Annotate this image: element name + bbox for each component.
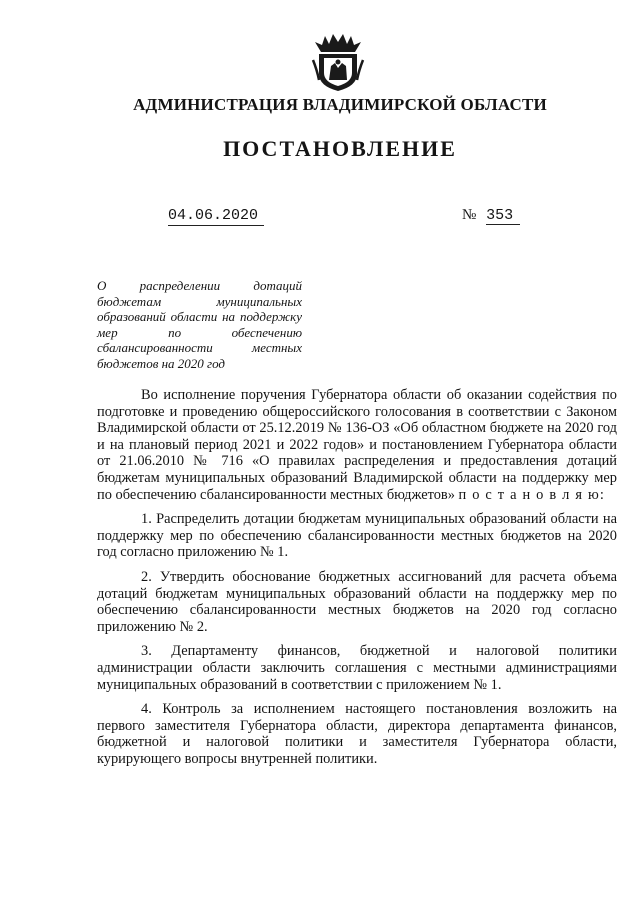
preamble-text: Во исполнение поручения Губернатора области об оказании содействия по подготовке и проведению общероссийского голосования в соответствии с Законом Владимирской области от 25.12.2019 № 136-ОЗ «Об областном бюджете на 2020 год и на плановый период 2021 и 2022 годов» и постановлением Губернатора области от 21.06.2010 № 716 «О правилах распределения и предоставления дотаций бюджетам муниципальных образований Владимирской области на поддержку мер по обеспечению сбалансированности местных бюджетов» [97, 387, 617, 503]
organization-title: АДМИНИСТРАЦИЯ ВЛАДИМИРСКОЙ ОБЛАСТИ [133, 95, 547, 114]
preamble-paragraph [97, 387, 617, 503]
resolution-item-2: 2. Утвердить обоснование бюджетных ассигнований для расчета объема дотаций бюджетам муниципальных образований области на поддержку мер по обеспечению сбалансированности местных бюджетов на 2020 год согласно приложению № 2. [97, 568, 617, 635]
document-subject: О распределении дотаций бюджетам муниципальных образований области на поддержку мер по обеспечению сбалансированности местных бюджетов на 2020 год [97, 278, 302, 371]
resolve-word: п о с т а н о в л я ю: [458, 486, 606, 503]
document-number [462, 207, 520, 225]
resolution-item-4: 4. Контроль за исполнением настоящего постановления возложить на первого заместителя Губернатора области, директора департамента финансов, бюджетной и налоговой политики и заместителя Губернатора области, курирующего вопросы внутренней политики. [97, 701, 617, 767]
document-date: 04.06.2020 [168, 207, 264, 226]
document-body [97, 387, 617, 775]
resolution-item-1: 1. Распределить дотации бюджетам муниципальных образований области на поддержку мер по обеспечению сбалансированности местных бюджетов на 2020 год согласно приложению № 1. [97, 511, 617, 561]
resolution-item-3: 3. Департаменту финансов, бюджетной и налоговой политики администрации области заключить соглашения с местными администрациями муниципальных образований в соответствии с приложением № 1. [97, 643, 617, 693]
coat-of-arms-icon [311, 30, 365, 92]
number-value: 353 [486, 207, 520, 225]
number-label: № [462, 207, 477, 223]
document-type-title: ПОСТАНОВЛЕНИЕ [223, 136, 457, 161]
